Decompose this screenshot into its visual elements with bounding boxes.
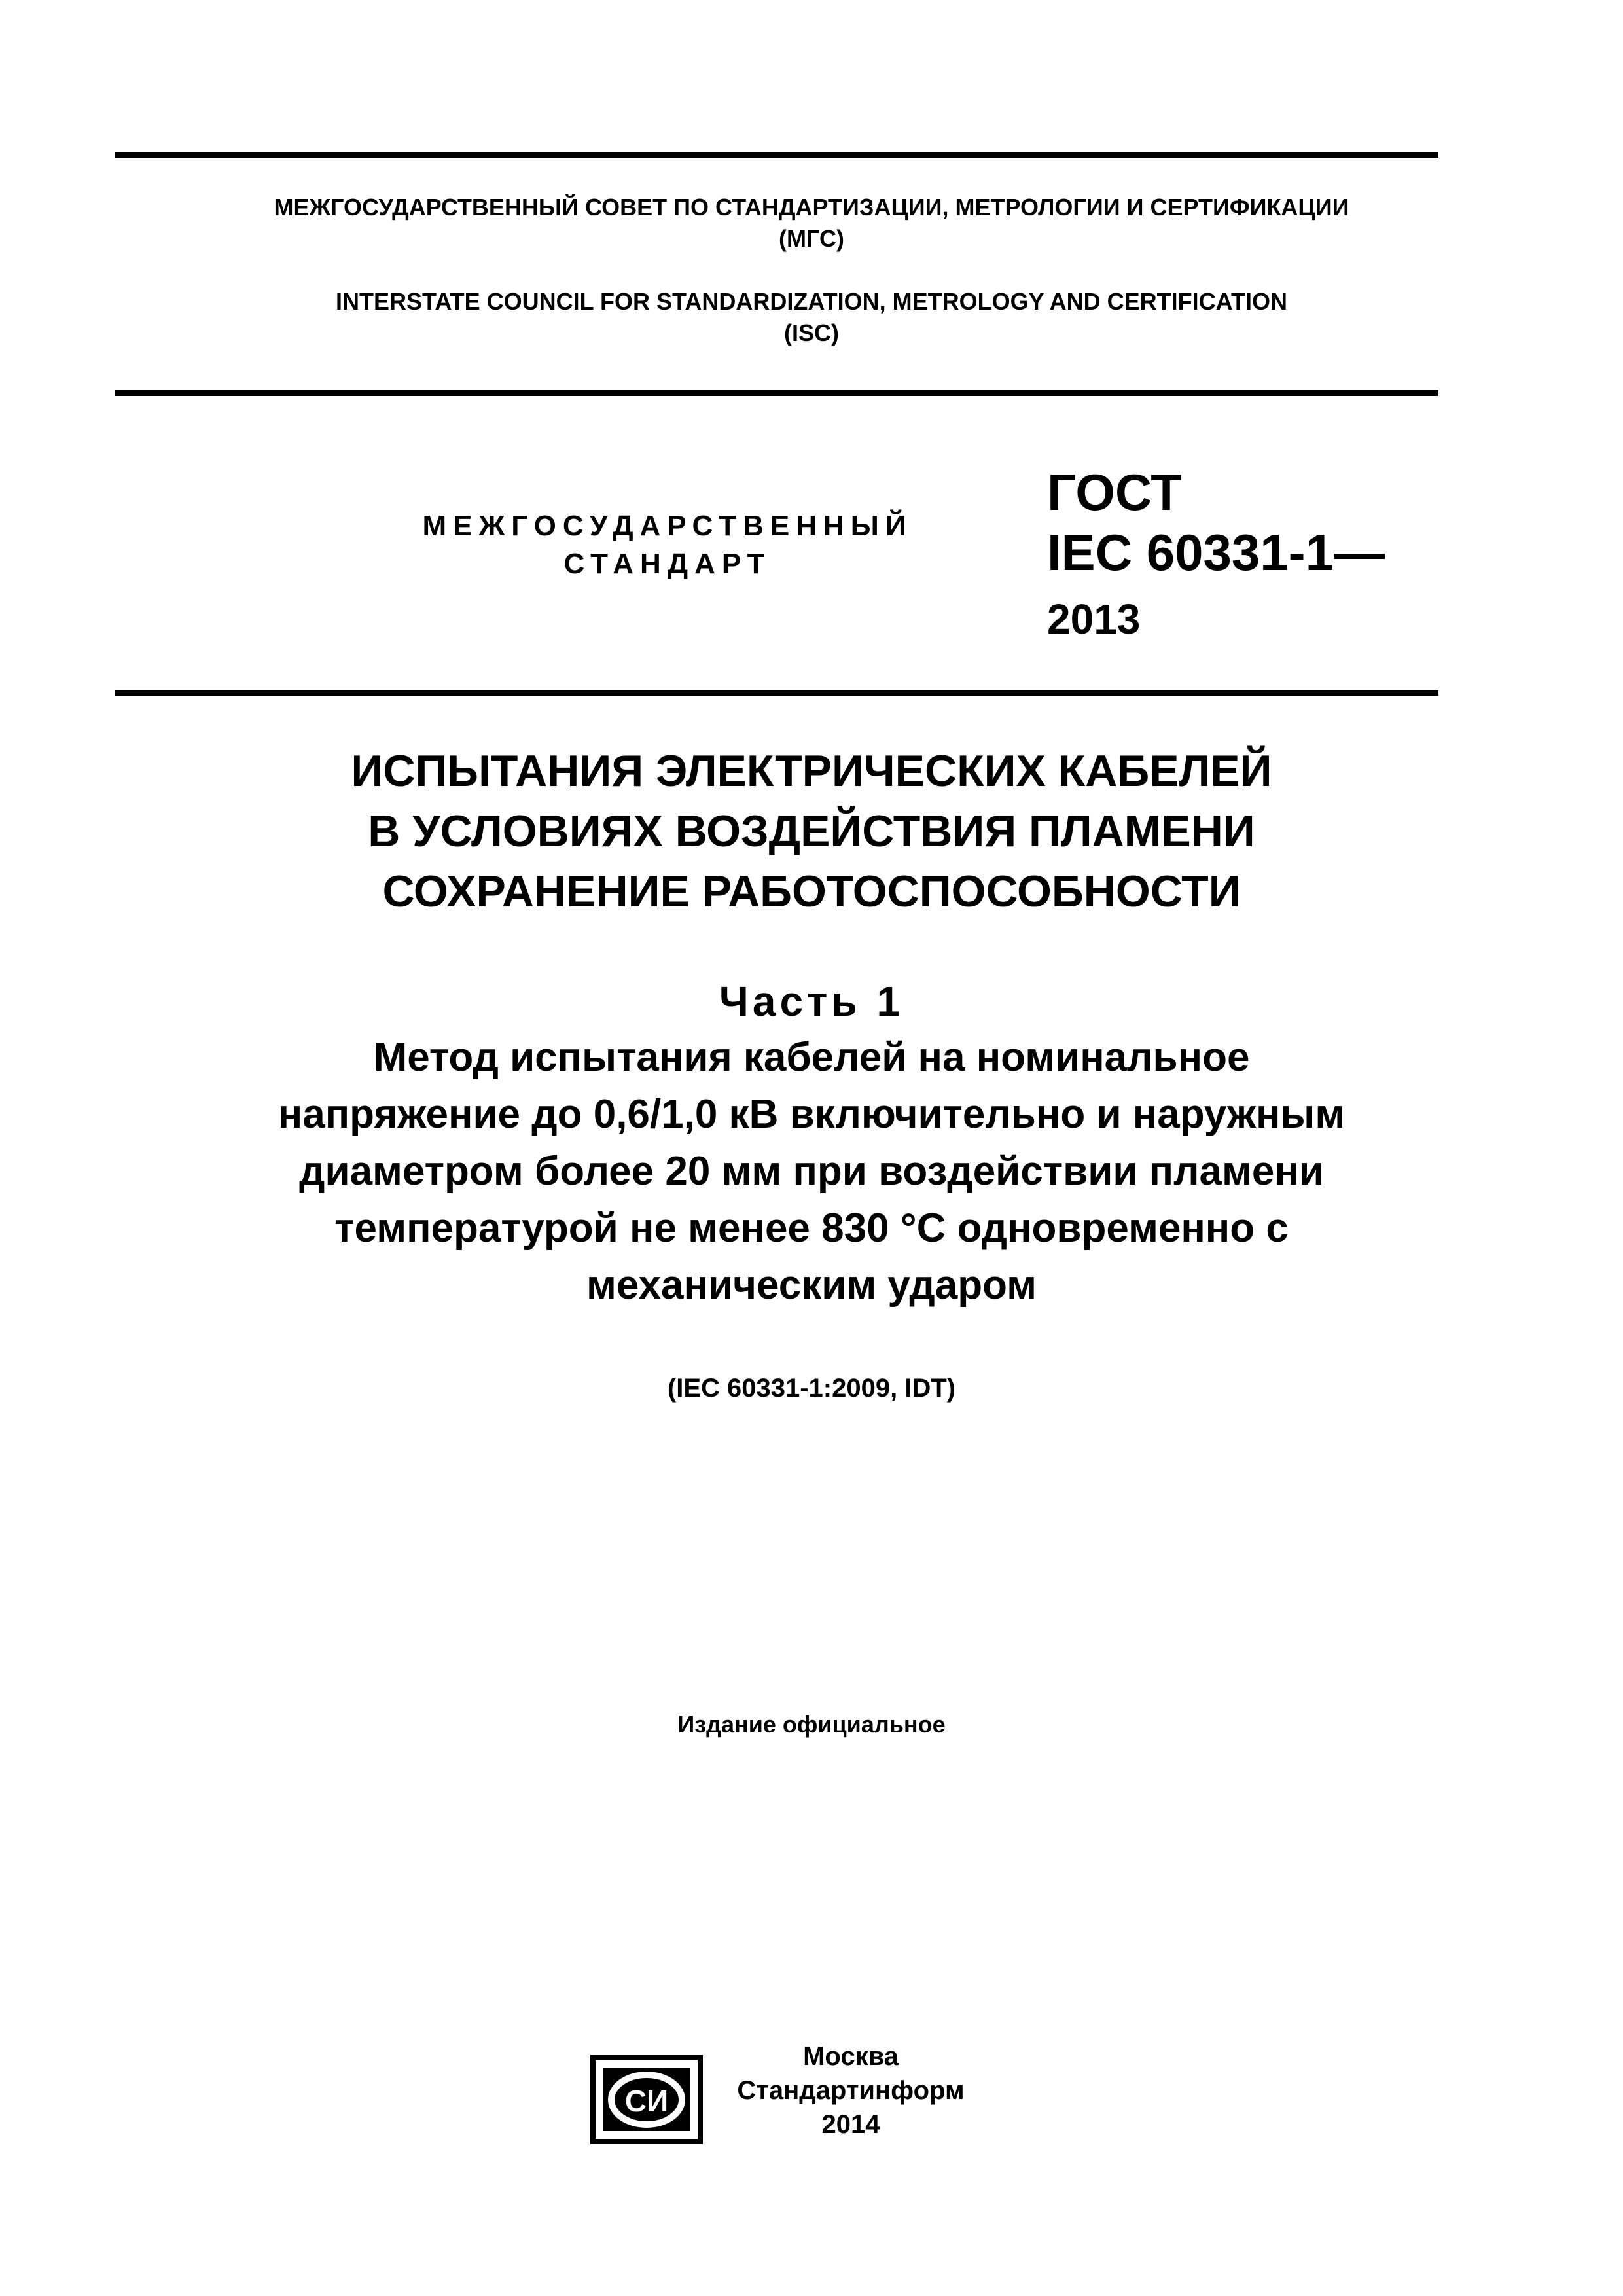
standard-label-line1: МЕЖГОСУДАРСТВЕННЫЙ	[422, 510, 913, 542]
standard-label-line2: СТАНДАРТ	[563, 548, 772, 580]
council-ru: МЕЖГОСУДАРСТВЕННЫЙ СОВЕТ ПО СТАНДАРТИЗАЦИИ, МЕТРОЛОГИИ И СЕРТИФИКАЦИИ	[274, 194, 1349, 221]
publisher-block	[726, 2039, 975, 2142]
gost-line1: ГОСТ	[1047, 463, 1182, 521]
title-line-2: В УСЛОВИЯХ ВОЗДЕЙСТВИЯ ПЛАМЕНИ	[368, 806, 1255, 856]
council-en: INTERSTATE COUNCIL FOR STANDARDIZATION, METROLOGY AND CERTIFICATION	[336, 288, 1287, 315]
subtitle-line-1: Метод испытания кабелей на номинальное	[373, 1035, 1250, 1080]
edition-label: Издание официальное	[677, 1711, 946, 1738]
title-line-1: ИСПЫТАНИЯ ЭЛЕКТРИЧЕСКИХ КАБЕЛЕЙ	[351, 746, 1272, 796]
council-en-abbr: (ISC)	[784, 319, 839, 346]
part-number: Часть 1	[719, 978, 904, 1025]
title-line-3: СОХРАНЕНИЕ РАБОТОСПОСОБНОСТИ	[382, 867, 1241, 916]
logo-text: СИ	[624, 2084, 669, 2118]
standartinform-logo-icon	[589, 2054, 704, 2145]
council-ru-abbr: (МГС)	[779, 225, 844, 252]
publisher-city: Москва	[803, 2042, 899, 2071]
designation-bottom-rule	[115, 690, 1438, 696]
subtitle-line-3: диаметром более 20 мм при воздействии пламени	[299, 1149, 1324, 1194]
subtitle-line-4: температурой не менее 830 °С одновременно с	[334, 1206, 1289, 1251]
subtitle-line-2: напряжение до 0,6/1,0 кВ включительно и наружным	[277, 1092, 1346, 1137]
publisher-year: 2014	[821, 2110, 880, 2139]
subtitle-line-5: механическим ударом	[586, 1263, 1037, 1308]
publisher-name: Стандартинформ	[737, 2076, 965, 2105]
top-rule	[115, 152, 1438, 158]
gost-year: 2013	[1047, 596, 1141, 643]
gost-number: IEC 60331-1—	[1047, 524, 1385, 581]
council-bottom-rule	[115, 390, 1438, 396]
idt-reference: (IEC 60331-1:2009, IDT)	[667, 1374, 956, 1403]
